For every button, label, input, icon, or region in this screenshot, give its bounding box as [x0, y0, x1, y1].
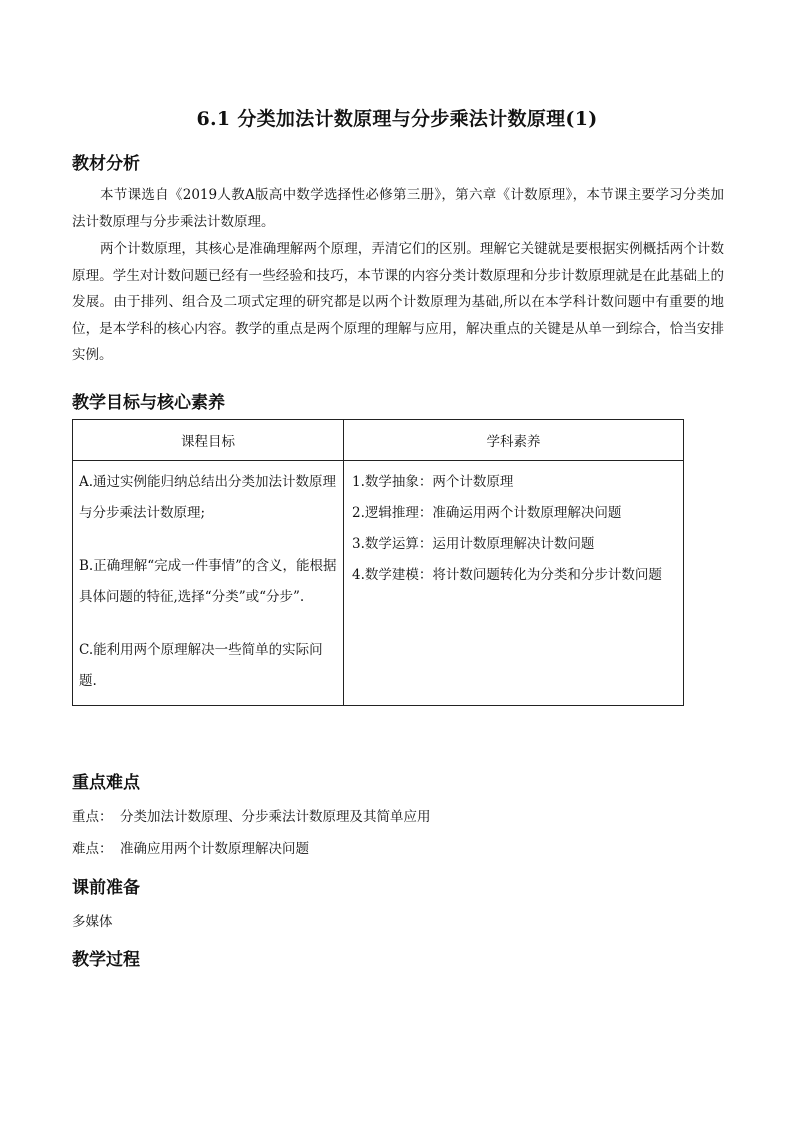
section-heading-analysis: 教材分析: [72, 154, 140, 174]
keypoint-label: 重点：: [72, 809, 113, 825]
goals-table-header-row: [73, 420, 684, 461]
course-goal-item: C.能利用两个原理解决一些简单的实际问题.: [79, 642, 323, 689]
literacy-item: 2.逻辑推理：准确运用两个计数原理解决问题: [352, 505, 622, 521]
analysis-paragraph-2: 两个计数原理，其核心是准确理解两个原理，弄清它们的区别。理解它关键就是要根据实例概括两个计数原理。学生对计数问题已经有一些经验和技巧，本节课的内容分类计数原理和分步计数原理就是在此基础上的发展。由于排列、组合及二项式定理的研究都是以两个计数原理为基础,所以在本学科计数问题中有重要的地位，是本学科的核心内容。教学的重点是两个原理的理解与应用，解决重点的关键是从单一到综合，恰当安排实例。: [72, 241, 724, 363]
page-title: 6.1 分类加法计数原理与分步乘法计数原理(1): [196, 108, 598, 130]
goals-table: [72, 419, 684, 706]
keypoint-text: 分类加法计数原理、分步乘法计数原理及其简单应用: [120, 809, 431, 825]
course-goal-item: B.正确理解“完成一件事情”的含义，能根据具体问题的特征,选择“分类”或“分步”.: [79, 558, 337, 605]
goals-table-header-course: 课程目标: [73, 420, 344, 461]
section-heading-process: 教学过程: [72, 950, 140, 970]
difficulty-line: [72, 837, 309, 857]
analysis-paragraph-1: 本节课选自《2019人教A版高中数学选择性必修第三册》，第六章《计数原理》，本节课主要学习分类加法计数原理与分步乘法计数原理。: [72, 187, 724, 230]
difficulty-label: 难点：: [72, 841, 113, 857]
goals-table-body-row: [73, 461, 684, 706]
literacy-item: 3.数学运算：运用计数原理解决计数问题: [352, 536, 595, 552]
section-heading-preparation: 课前准备: [72, 878, 140, 898]
difficulty-text: 准确应用两个计数原理解决问题: [120, 841, 309, 857]
section-heading-keypoints: 重点难点: [72, 773, 140, 793]
course-goal-item: A.通过实例能归纳总结出分类加法计数原理与分步乘法计数原理;: [79, 474, 337, 521]
literacy-item: 4.数学建模：将计数问题转化为分类和分步计数问题: [352, 567, 662, 583]
goals-table-cell-literacy: [344, 461, 684, 706]
keypoint-line: [72, 805, 431, 825]
preparation-text: 多媒体: [72, 914, 113, 930]
goals-table-cell-course: [73, 461, 344, 706]
goals-table-header-literacy: 学科素养: [344, 420, 684, 461]
literacy-item: 1.数学抽象：两个计数原理: [352, 474, 514, 490]
section-heading-goals: 教学目标与核心素养: [72, 393, 225, 413]
